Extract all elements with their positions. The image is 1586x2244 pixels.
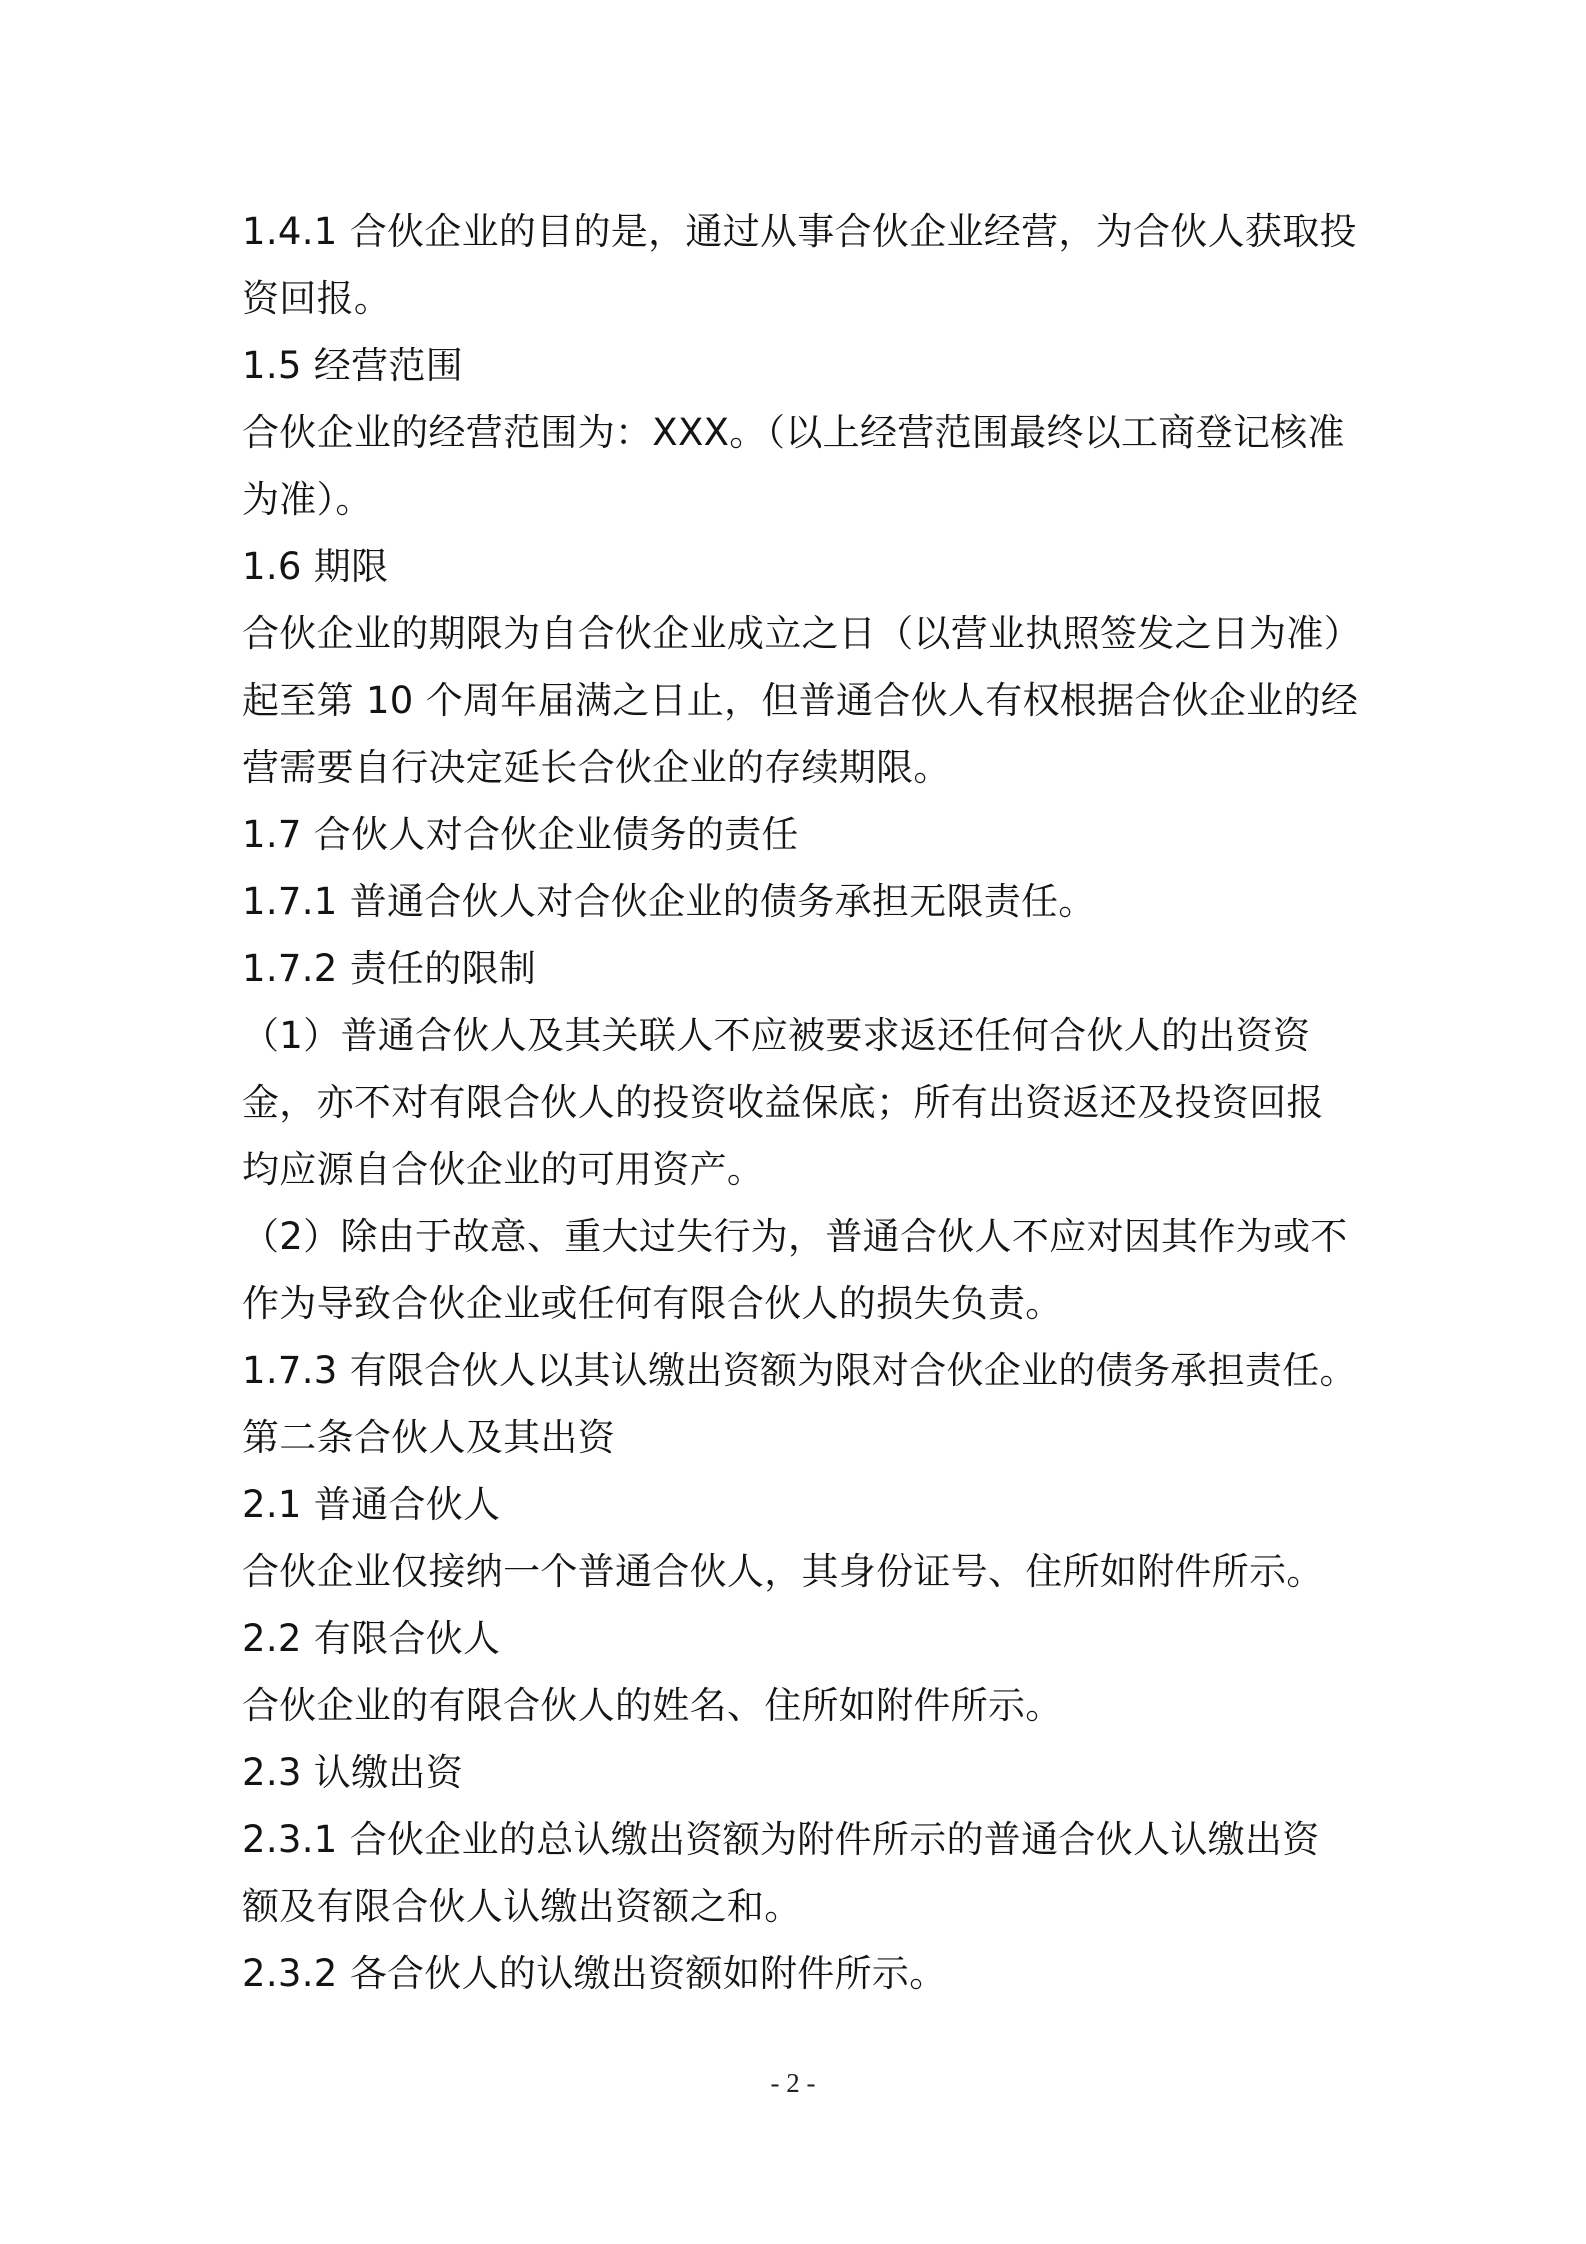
section-heading: 2.3 认缴出资 [242, 1751, 464, 1794]
section-heading: 1.7.2 责任的限制 [242, 947, 537, 990]
text-line: 资回报。 [242, 277, 392, 320]
text-line: 1.7.3 有限合伙人以其认缴出资额为限对合伙企业的债务承担责任。 [242, 1349, 1357, 1392]
article-heading: 第二条合伙人及其出资 [242, 1416, 615, 1459]
text-line: 额及有限合伙人认缴出资额之和。 [242, 1885, 802, 1928]
text-line: 合伙企业的期限为自合伙企业成立之日（以营业执照签发之日为准） [242, 612, 1361, 655]
text-line: 合伙企业的有限合伙人的姓名、住所如附件所示。 [242, 1684, 1063, 1727]
text-line: （2）除由于故意、重大过失行为，普通合伙人不应对因其作为或不 [242, 1215, 1348, 1258]
text-line: 起至第 10 个周年届满之日止，但普通合伙人有权根据合伙企业的经 [242, 679, 1359, 722]
text-line: 2.3.2 各合伙人的认缴出资额如附件所示。 [242, 1952, 947, 1995]
text-line: 均应源自合伙企业的可用资产。 [242, 1148, 765, 1191]
text-line: （1）普通合伙人及其关联人不应被要求返还任何合伙人的出资资 [242, 1014, 1311, 1057]
document-body [242, 198, 1361, 2007]
section-heading: 1.5 经营范围 [242, 344, 464, 387]
text-line: 合伙企业仅接纳一个普通合伙人，其身份证号、住所如附件所示。 [242, 1550, 1324, 1593]
text-line: 金，亦不对有限合伙人的投资收益保底；所有出资返还及投资回报 [242, 1081, 1324, 1124]
text-line: 1.7.1 普通合伙人对合伙企业的债务承担无限责任。 [242, 880, 1096, 923]
section-heading: 1.7 合伙人对合伙企业债务的责任 [242, 813, 799, 856]
section-heading: 2.1 普通合伙人 [242, 1483, 501, 1526]
text-line: 1.4.1 合伙企业的目的是，通过从事合伙企业经营，为合伙人获取投 [242, 210, 1357, 253]
page-number: - 2 - [770, 2068, 816, 2098]
text-line: 2.3.1 合伙企业的总认缴出资额为附件所示的普通合伙人认缴出资 [242, 1818, 1320, 1861]
text-line: 营需要自行决定延长合伙企业的存续期限。 [242, 746, 951, 789]
text-line: 合伙企业的经营范围为：XXX。（以上经营范围最终以工商登记核准 [242, 411, 1345, 454]
text-line: 作为导致合伙企业或任何有限合伙人的损失负责。 [242, 1282, 1063, 1325]
section-heading: 1.6 期限 [242, 545, 389, 588]
text-line: 为准）。 [242, 478, 373, 521]
section-heading: 2.2 有限合伙人 [242, 1617, 501, 1660]
